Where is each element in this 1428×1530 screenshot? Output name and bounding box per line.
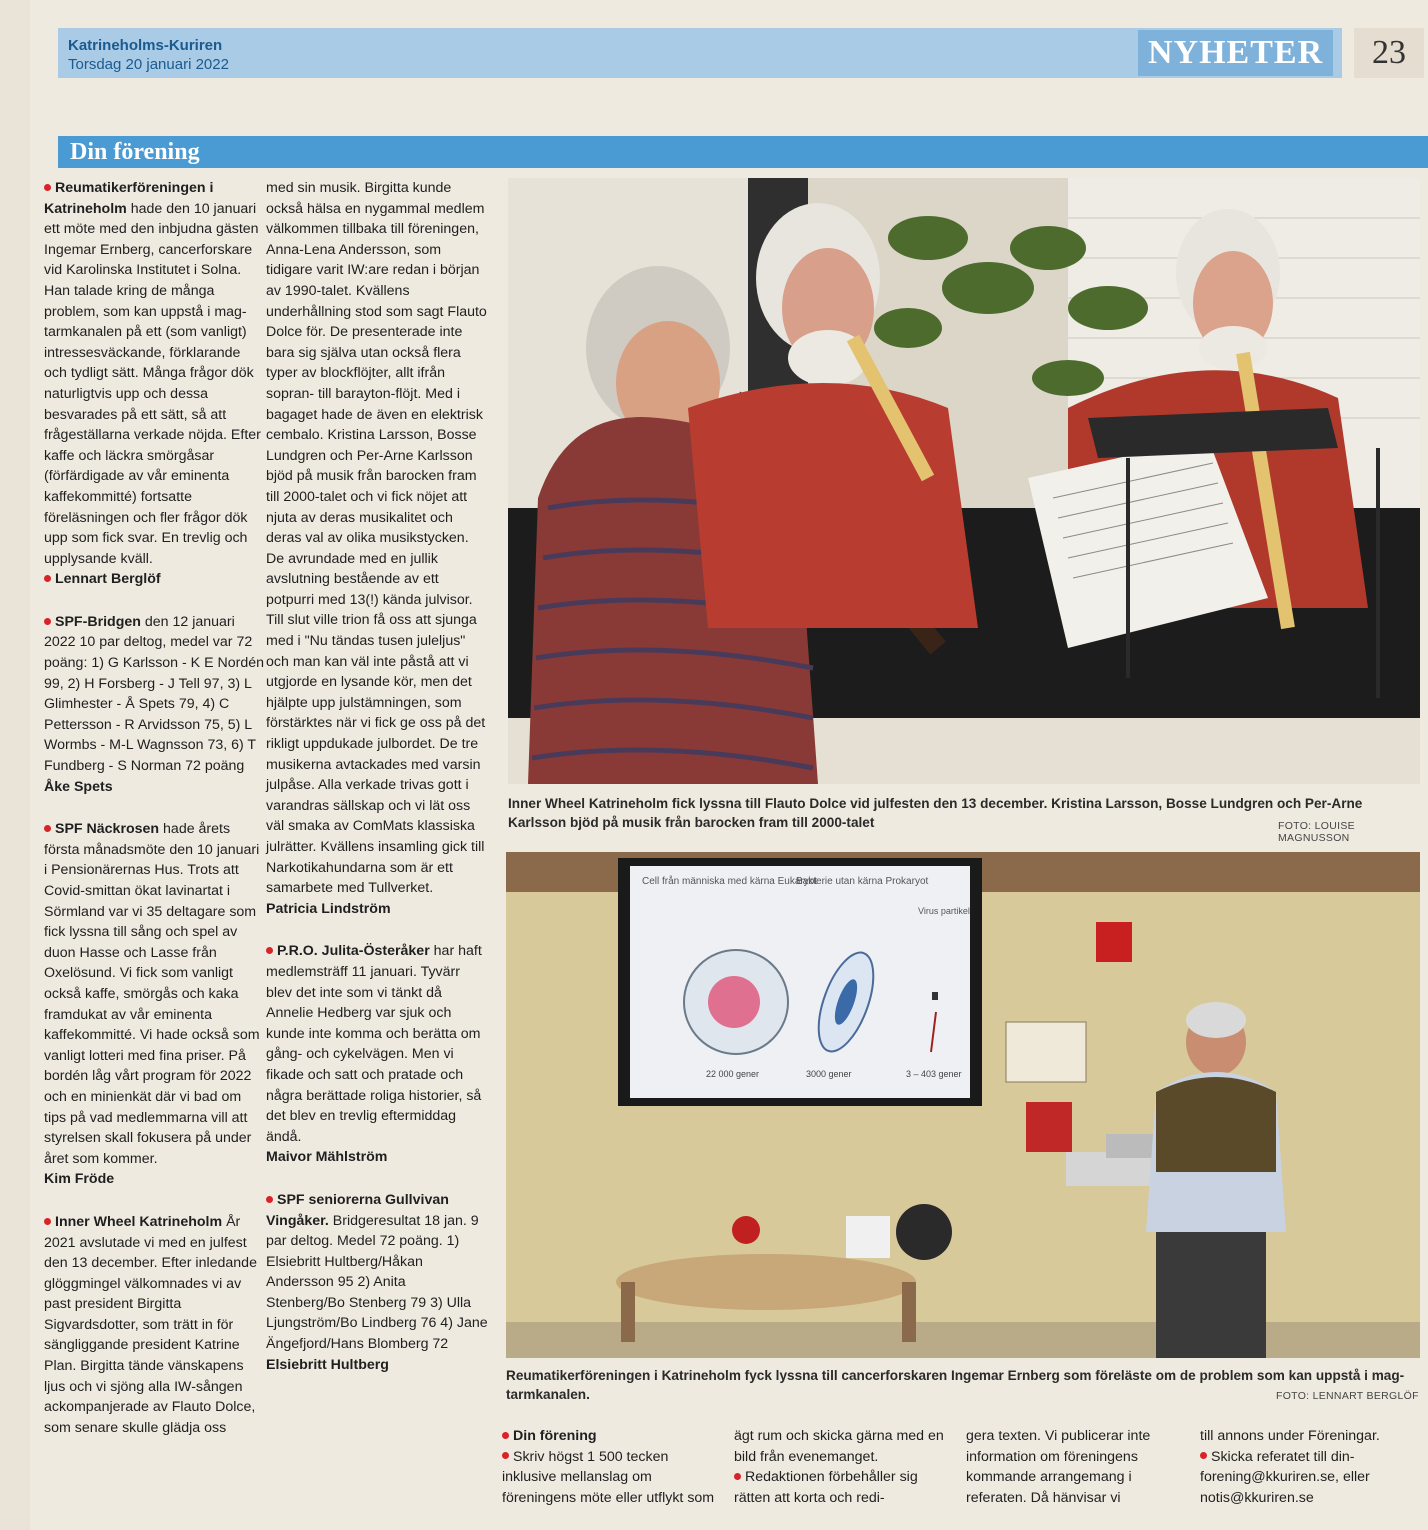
article-inner-wheel-continued [266, 178, 488, 919]
article-lead: Reumatikerföreningen i Katrineholm [44, 180, 214, 217]
text-column-1 [44, 178, 266, 1460]
screen-label-middle: Bakterie utan kärna Prokaryot [796, 876, 929, 887]
bullet-icon [44, 618, 51, 625]
screen-label-left: Cell från människa med kärna Eukaryot [642, 876, 818, 887]
bullet-icon [266, 1196, 273, 1203]
section-bar [58, 136, 1428, 168]
bullet-icon [734, 1473, 741, 1480]
footer-text: Redaktionen förbehåller sig rätten att korta och redi- [734, 1469, 918, 1506]
section-bar-label: Din förening [70, 139, 200, 165]
bullet-icon [44, 1218, 51, 1225]
publication-name: Katrineholms-Kuriren [68, 37, 223, 54]
article-pro-julita [266, 941, 488, 1168]
article-inner-wheel [44, 1212, 266, 1439]
photo-lecture [506, 852, 1420, 1358]
article-lead: SPF-Bridgen [55, 613, 141, 630]
article-lead: Inner Wheel Katrineholm [55, 1213, 223, 1230]
footer-title: Din förening [513, 1428, 597, 1444]
bullet-icon [266, 947, 273, 954]
bullet-icon [502, 1452, 509, 1459]
footer-text: ägt rum och skicka gärna med en bild från evenemanget. [734, 1428, 944, 1465]
photo-credit: FOTO: LENNART BERGLÖF [1276, 1390, 1419, 1402]
screen-label-right: Virus partikel [918, 906, 970, 916]
publication-date: Torsdag 20 januari 2022 [68, 56, 229, 73]
article-byline: Elsiebritt Hultberg [266, 1356, 389, 1373]
article-spf-gullvivan [266, 1190, 488, 1375]
article-byline: Maivor Mählström [266, 1149, 388, 1166]
article-byline: Patricia Lindström [266, 900, 391, 917]
article-byline: Åke Spets [44, 778, 113, 795]
page-number: 23 [1354, 28, 1424, 78]
footer-column-3 [966, 1426, 1180, 1508]
footer-text: Skriv högst 1 500 tecken inklusive mellanslag om föreningens möte eller utflykt som [502, 1448, 715, 1506]
screen-genes-left: 22 000 gener [706, 1069, 760, 1079]
bullet-icon [502, 1432, 509, 1439]
article-body: den 12 januari 2022 10 par deltog, medel var 72 poäng: 1) G Karlsson - K E Nordén 99, 2) H Forsberg - J Tell 97, 3) L Glimhester - Å Spets 79, 4) C Pettersson - R Arvidsson 75, 5) L Wormbs - M-L Wagnsson 73, 6) T Fundberg - S Norman 72 poäng [44, 613, 265, 775]
footer-text: till annons under Föreningar. [1200, 1428, 1380, 1444]
text-column-2 [266, 178, 488, 1397]
article-body: Bridgeresultat 18 jan. 9 par deltog. Medel 72 poäng. 1) Elsiebritt Hultberg/Håkan Andersson 95 2) Anita Stenberg/Bo Stenberg 79 3) Ulla Ljungström/Bo Lindberg 76 4) Jane Ängefjord/Hans Blomberg 72 [266, 1212, 488, 1353]
photo-caption: Reumatikerföreningen i Katrineholm fyck lyssna till cancerforskaren Ingemar Ernberg som föreläste om de problem som kan uppstå i mag- tarmkanalen. [506, 1368, 1405, 1402]
article-lead: SPF Näckrosen [55, 821, 160, 838]
bullet-icon [44, 575, 51, 582]
article-spf-nackrosen [44, 819, 266, 1190]
footer-column-2 [734, 1426, 948, 1508]
bullet-icon [1200, 1452, 1207, 1459]
bullet-icon [44, 825, 51, 832]
bullet-icon [44, 184, 51, 191]
footer-text: gera texten. Vi publicerar inte information om föreningens kommande arrangemang i referaten. Då hänvisar vi [966, 1428, 1151, 1506]
article-body: med sin musik. Birgitta kunde också hälsa en nygammal medlem välkommen tillbaka till föreningen, Anna-Lena Andersson, som tidigare varit IW:are redan i början av 1990-talet. Kvällens underhållning stod som sagt Flauto Dolce för. De presenterade inte bara sig själva utan också flera typer av blockflöjter, allt ifrån sopran- till barayton-flöjt. Med i bagaget hade de även en elektrisk cembalo. Kristina Larsson, Bosse Lundgren och Per-Arne Karlsson bjöd på musik från barocken fram till 2000-talet och vi fick nöjet att njuta av deras musikalitet och deras val av olika musikstycken. De avrundade med en jullik avslutning bestående av ett potpurri med 13(!) kända julvisor. Till slut ville trion få oss att sjunga med i "Nu tändas tusen juleljus" och man kan väl inte påstå att vi utgjorde en lysande kör, men det hjälpte upp julstämningen, som förstärktes när vi fick ge oss på det rikligt uppdukade julbordet. De tre musikerna avtackades med varsin julpåse. Alla verkade trivas gott i varandras sällskap och vi lät oss väl smaka av ComMats klassiska julrätter. Kvällens insamling gick till Narkotikahundarna som är ett samarbete med Tullverket. [266, 180, 487, 897]
footer-column-1 [502, 1426, 716, 1508]
screen-genes-middle: 3000 gener [806, 1069, 852, 1079]
photo-musicians [508, 178, 1420, 784]
article-body: hade den 10 januari ett möte med den inbjudna gästen Ingemar Ernberg, cancerforskare vid Karolinska Institutet i Solna. Han talade kring de många problem, som kan uppstå i mag-tarmkanalen på ett (som vanligt) intressesväckande, förklarande och tydligt sätt. Många frågor dök naturligtvis upp och dessa besvarades på ett sätt, så att frågeställarna verkade nöjda. Efter kaffe och läckra smörgåsar (förfärdigade av vår eminenta kaffekommitté) fortsatte föreläsningen och fler frågor dök upp som fick svar. En trevlig och upplysande kväll. [44, 200, 261, 567]
article-byline: Kim Fröde [44, 1171, 115, 1188]
article-body: har haft medlemsträff 11 januari. Tyvärr blev det inte som vi tänkt då Annelie Hedberg var sjuk och kunde inte komma och berätta om gång- och cykelvägen. Men vi fikade och satt och pratade och några berättade roliga historier, så det blev en trevlig eftermiddag ändå. [266, 943, 482, 1145]
photo-caption: Inner Wheel Katrineholm fick lyssna till Flauto Dolce vid julfesten den 13 december. Kristina Larsson, Bosse Lundgren och Per-Arne Karlsson bjöd på musik från barocken fram till 2000-talet [508, 796, 1363, 830]
article-reumatiker [44, 178, 266, 590]
photo-credit: FOTO: LOUISE MAGNUSSON [1278, 820, 1355, 844]
section-title: NYHETER [1138, 30, 1333, 76]
article-lead: P.R.O. Julita-Österåker [277, 943, 430, 960]
footer-email-text: Skicka referatet till din-forening@kkuriren.se, eller notis@kkuriren.se [1200, 1448, 1370, 1506]
article-body: hade årets första månadsmöte den 10 januari i Pensionärernas Hus. Trots att Covid-smittan ökat lavinartat i Sörmland var vi 35 deltagare som fick lyssna till sång och spel av duon Hasse och Lasse från Oxelösund. Vi fick som vanligt också kaffe, smörgås och kaka framdukat av vår eminenta kaffekommitté. Vi hade också som vanligt lotteri med fina priser. På bordén låg vårt program för 2022 och en minienkät där vi bad om tips på vad medlemmarna vill att styrelsen skall fokusera på under året som kommer. [44, 821, 260, 1167]
article-spf-bridgen [44, 612, 266, 797]
article-body: År 2021 avslutade vi med en julfest den 13 december. Efter inledande glöggmingel välkomnades vi av past president Birgitta Sigvardsdotter, som trätt in för sängliggande president Katrine Plan. Birgitta tände vänskapens ljus och vi sjöng alla IW-sången ackompanjerade av Flauto Dolce, som senare skulle glädja oss [44, 1213, 257, 1436]
footer-column-4 [1200, 1426, 1400, 1508]
article-lead: SPF seniorerna Gullvivan Vingåker. [266, 1191, 449, 1229]
screen-genes-right: 3 – 403 gener [906, 1069, 962, 1079]
article-byline: Lennart Berglöf [55, 571, 161, 588]
